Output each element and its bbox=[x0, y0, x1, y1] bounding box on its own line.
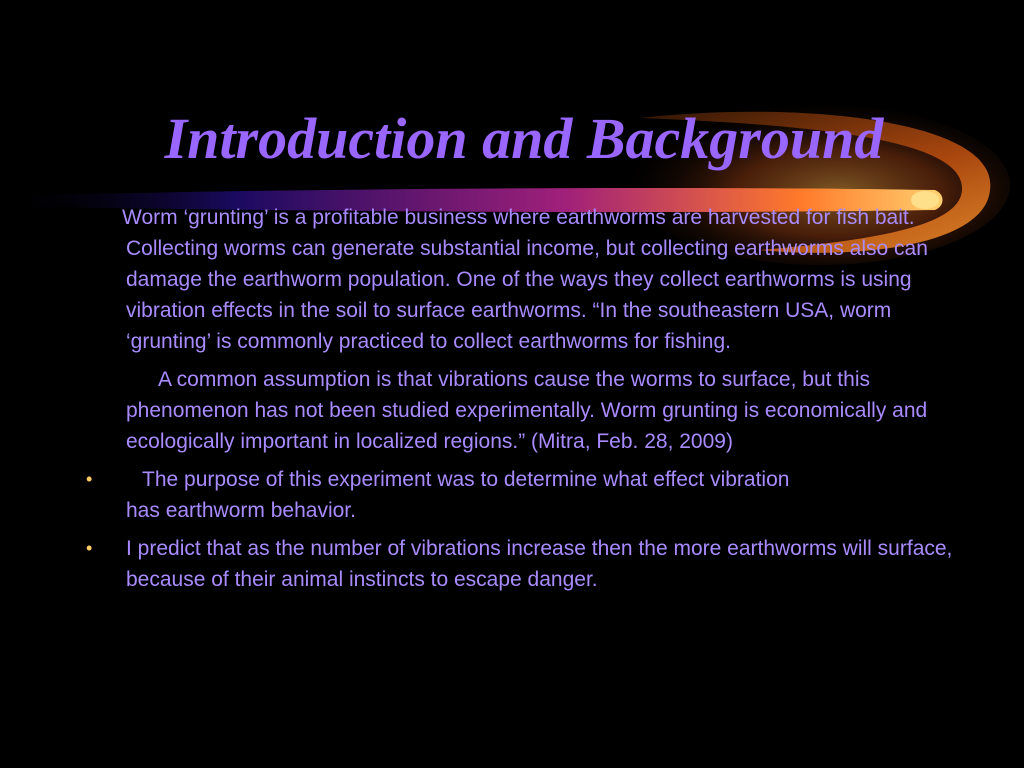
slide-title: Introduction and Background bbox=[164, 106, 884, 171]
bullet-text-prediction: I predict that as the number of vibrations increase then the more earthworms will surface, because of their animal instincts to escape danger. bbox=[126, 537, 953, 591]
bullet-text-purpose-line1: The purpose of this experiment was to determine what effect vibration bbox=[142, 468, 790, 491]
body-paragraph-2: A common assumption is that vibrations cause the worms to surface, but this phenomenon has not been studied experimentally. Worm grunting is economically and ecologically important in localized regions.” (Mitra, Feb. 28, 2009) bbox=[126, 368, 928, 453]
body-paragraph-1: Worm ‘grunting’ is a profitable business where earthworms are harvested for fish bait. Collecting worms can generate substantial income, but collecting earthworms also can damage the earthworm population. One of the ways they collect earthworms is using vibration effects in the soil to surface earthworms. “In the southeastern USA, worm ‘grunting’ is commonly practiced to collect earthworms for fishing. bbox=[122, 206, 928, 353]
bullet-item-prediction bbox=[82, 533, 962, 595]
slide-body bbox=[82, 202, 962, 595]
bullet-item-purpose bbox=[82, 464, 962, 526]
bullet-text-purpose-line2: has earthworm behavior. bbox=[126, 499, 356, 522]
bullet-marker: • bbox=[86, 538, 93, 558]
bullet-marker: • bbox=[86, 469, 93, 489]
